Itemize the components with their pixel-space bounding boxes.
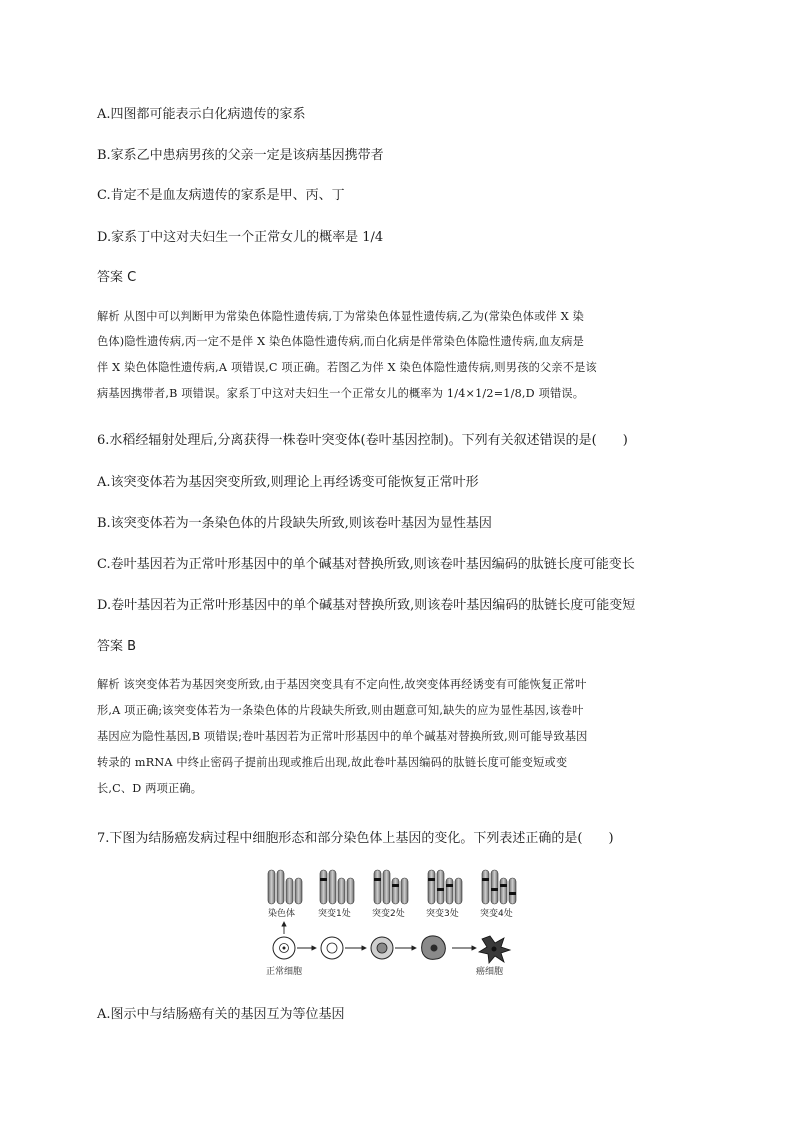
cancer-cell-label: 癌细胞	[476, 967, 504, 977]
q5-option-d: D.家系丁中这对夫妇生一个正常女儿的概率是 1/4	[97, 230, 384, 245]
chromosome-group-5	[482, 870, 516, 904]
q6-option-a: A.该突变体若为基因突变所致,则理论上再经诱变可能恢复正常叶形	[97, 475, 479, 490]
q5-answer: 答案 C	[97, 270, 137, 285]
chromosome-group-3	[374, 870, 408, 904]
q6-explanation-line-3: 基因应为隐性基因,B 项错误;卷叶基因若为正常叶形基因中的单个碱基对替换所致,则可能导致基因	[97, 730, 588, 743]
mutation-label-1: 突变1处	[318, 909, 351, 919]
q5-explanation-line-3: 伴 X 染色体隐性遗传病,A 项错误,C 项正确。若图乙为伴 X 染色体隐性遗传病,则男孩的父亲不是该	[97, 361, 597, 374]
q5-explanation-line-4: 病基因携带者,B 项错误。家系丁中这对夫妇生一个正常女儿的概率为 1/4×1/2=1/8,D 项错误。	[97, 387, 585, 400]
q6-explanation-line-1: 解析 该突变体若为基因突变所致,由于基因突变具有不定向性,故突变体再经诱变有可能恢复正常叶	[97, 678, 587, 691]
cancer-cell	[479, 936, 510, 963]
q5-option-b: B.家系乙中患病男孩的父亲一定是该病基因携带者	[97, 148, 384, 163]
q5-option-a: A.四图都可能表示白化病遗传的家系	[97, 107, 306, 122]
q6-explanation-line-4: 转录的 mRNA 中终止密码子提前出现或推后出现,故此卷叶基因编码的肽链长度可能变短或变	[97, 756, 568, 769]
q6-explanation-line-5: 长,C、D 两项正确。	[97, 782, 203, 795]
q6-explanation-line-2: 形,A 项正确;该突变体若为一条染色体的片段缺失所致,则由题意可知,缺失的应为显性基因,该卷叶	[97, 704, 584, 717]
q6-option-d: D.卷叶基因若为正常叶形基因中的单个碱基对替换所致,则该卷叶基因编码的肽链长度可能变短	[97, 598, 636, 613]
chromosome-group-2	[320, 870, 354, 904]
normal-cell-label: 正常细胞	[266, 967, 303, 977]
q7-option-a: A.图示中与结肠癌有关的基因互为等位基因	[97, 1007, 345, 1022]
colon-cancer-figure	[262, 866, 532, 981]
q5-explanation-line-2: 色体)隐性遗传病,丙一定不是伴 X 染色体隐性遗传病,而白化病是伴常染色体隐性遗传病,血友病是	[97, 335, 585, 348]
q5-explanation-line-1: 解析 从图中可以判断甲为常染色体隐性遗传病,丁为常染色体显性遗传病,乙为(常染色体或伴 X 染	[97, 310, 585, 323]
cell-stage-3	[371, 937, 393, 959]
normal-cell	[273, 937, 295, 959]
q6-option-c: C.卷叶基因若为正常叶形基因中的单个碱基对替换所致,则该卷叶基因编码的肽链长度可能变长	[97, 557, 635, 572]
mutation-label-3: 突变3处	[426, 909, 459, 919]
q5-option-c: C.肯定不是血友病遗传的家系是甲、丙、丁	[97, 188, 345, 203]
q7-stem: 7.下图为结肠癌发病过程中细胞形态和部分染色体上基因的变化。下列表述正确的是( )	[97, 831, 614, 846]
cell-stage-2	[321, 937, 343, 959]
mutation-label-4: 突变4处	[480, 909, 513, 919]
q6-stem: 6.水稻经辐射处理后,分离获得一株卷叶突变体(卷叶基因控制)。下列有关叙述错误的是( )	[97, 433, 628, 448]
chromosome-group-4	[428, 870, 462, 904]
mutation-label-2: 突变2处	[372, 909, 405, 919]
q6-option-b: B.该突变体若为一条染色体的片段缺失所致,则该卷叶基因为显性基因	[97, 516, 492, 531]
q6-answer: 答案 B	[97, 639, 137, 654]
cell-stage-4	[422, 936, 446, 959]
chromosome-label: 染色体	[268, 909, 296, 919]
chromosome-group-1	[268, 870, 302, 904]
